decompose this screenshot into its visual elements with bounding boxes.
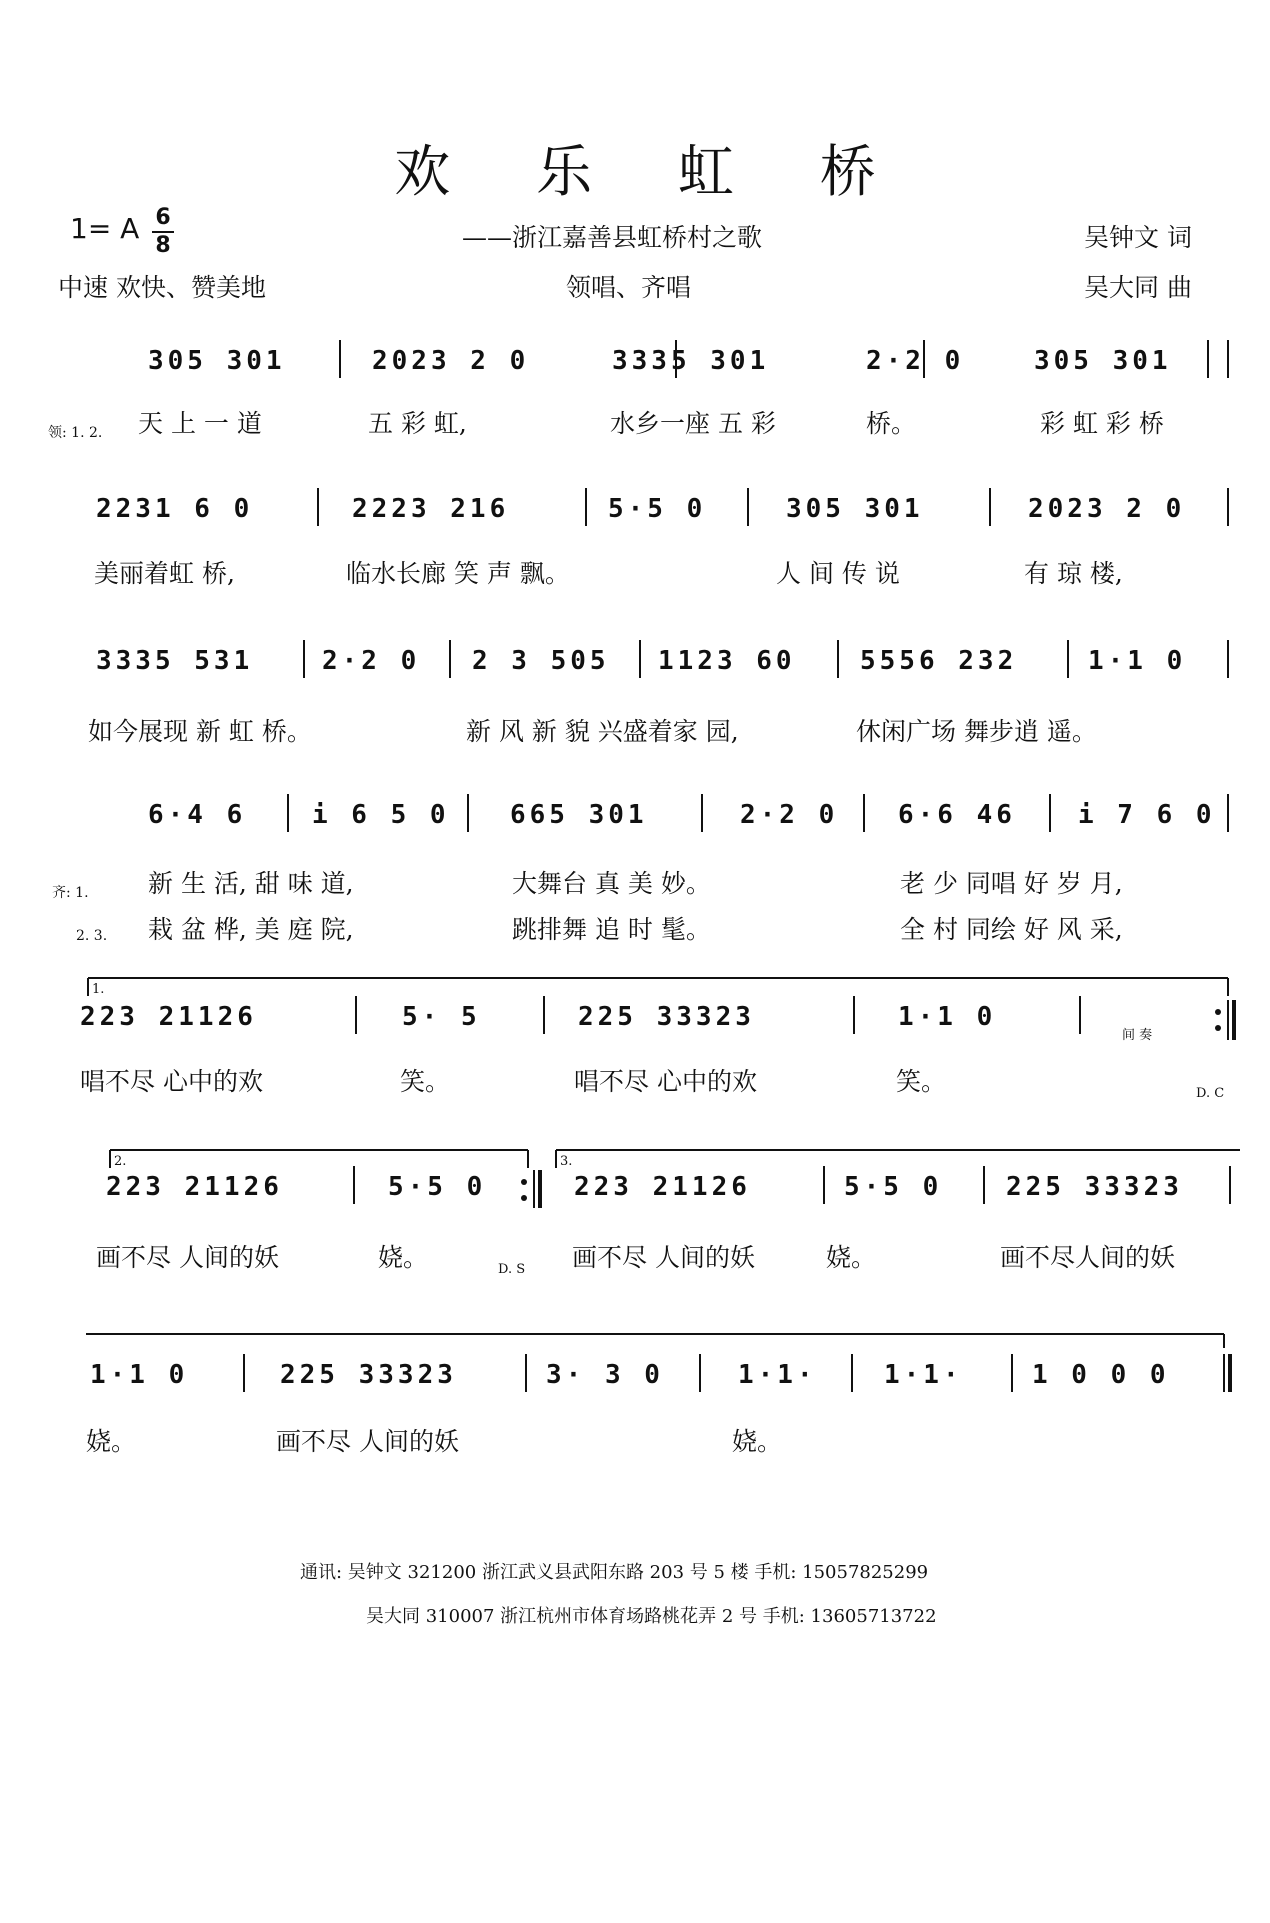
contact-line-1: 通讯: 吴钟文 321200 浙江武义县武阳东路 203 号 5 楼 手机: 15057825299 xyxy=(300,1562,929,1583)
note-group: 225 33323 xyxy=(578,1002,755,1032)
lyric-segment: 唱不尽 心中的欢 xyxy=(80,1067,263,1096)
note-group: 2023 2 0 xyxy=(1028,494,1186,524)
lyric-segment: 娆。 xyxy=(378,1243,429,1272)
note-group: 6·4 6 xyxy=(148,800,247,830)
note-group: 1·1· xyxy=(884,1360,963,1390)
note-group: 305 301 xyxy=(786,494,924,524)
note-group: 1·1 0 xyxy=(898,1002,997,1032)
note-group: 5·5 0 xyxy=(388,1172,487,1202)
lyric-segment: 天 上 一 道 xyxy=(138,409,262,438)
note-group: 1123 60 xyxy=(658,646,796,676)
lyric-segment: 老 少 同唱 好 岁 月, xyxy=(900,869,1123,898)
note-group: 223 21126 xyxy=(574,1172,751,1202)
note-group: 3· 3 0 xyxy=(546,1360,664,1390)
lyric-segment: 水乡一座 五 彩 xyxy=(610,409,776,438)
repeat-dot xyxy=(521,1195,527,1201)
lyric-segment: 娆。 xyxy=(86,1427,137,1456)
singing-style: 领唱、齐唱 xyxy=(566,273,692,302)
lyric-segment: 美丽着虹 桥, xyxy=(94,559,235,588)
lyric-segment: 画不尽 人间的妖 xyxy=(572,1243,755,1272)
key-signature: 1= A xyxy=(70,212,140,245)
note-group: 2·2 0 xyxy=(740,800,839,830)
dal-segno-mark: D. S xyxy=(498,1262,526,1277)
subtitle: ——浙江嘉善县虹桥村之歌 xyxy=(462,223,763,252)
lyric-segment-verse-2: 栽 盆 桦, 美 庭 院, xyxy=(148,915,354,944)
note-group: 2·2 0 xyxy=(322,646,421,676)
note-group: 2023 2 0 xyxy=(372,346,530,376)
note-group: 2223 216 xyxy=(352,494,510,524)
composer: 吴大同 曲 xyxy=(1084,273,1192,302)
lyric-segment-verse-2: 跳排舞 追 时 髦。 xyxy=(512,915,711,944)
volta-label: 2. xyxy=(114,1154,127,1169)
note-group: 5· 5 xyxy=(402,1002,481,1032)
note-group: i 7 6 0 xyxy=(1078,800,1216,830)
song-title: 欢 乐 虹 桥 xyxy=(394,140,910,205)
tempo-marking: 中速 欢快、赞美地 xyxy=(58,273,266,302)
note-group: 223 21126 xyxy=(80,1002,257,1032)
lyric-segment: 唱不尽 心中的欢 xyxy=(574,1067,757,1096)
lyric-segment: 画不尽 人间的妖 xyxy=(276,1427,459,1456)
note-group: 225 33323 xyxy=(280,1360,457,1390)
note-group: 2·2 0 xyxy=(866,346,965,376)
verse-label: 2. 3. xyxy=(76,928,108,944)
note-group: 305 301 xyxy=(148,346,286,376)
volta-label: 1. xyxy=(92,982,105,997)
repeat-dot xyxy=(1215,1025,1221,1031)
time-signature-top: 6 xyxy=(155,205,171,230)
volta-label: 3. xyxy=(560,1154,573,1169)
verse-label: 齐: 1. xyxy=(52,885,89,901)
lyric-segment: 画不尽 人间的妖 xyxy=(96,1243,279,1272)
note-group: 305 301 xyxy=(1034,346,1172,376)
repeat-dot xyxy=(521,1179,527,1185)
note-group: 223 21126 xyxy=(106,1172,283,1202)
lyric-segment: 有 琼 楼, xyxy=(1024,559,1123,588)
lyric-segment: 如今展现 新 虹 桥。 xyxy=(88,717,312,746)
lyric-segment: 笑。 xyxy=(896,1067,947,1096)
lyric-segment: 新 生 活, 甜 味 道, xyxy=(148,869,354,898)
note-group: 665 301 xyxy=(510,800,648,830)
lyric-segment: 画不尽人间的妖 xyxy=(1000,1243,1176,1272)
lyric-segment: 娆。 xyxy=(826,1243,877,1272)
lyric-segment: 彩 虹 彩 桥 xyxy=(1040,409,1164,438)
lyricist: 吴钟文 词 xyxy=(1084,223,1192,252)
contact-line-2: 吴大同 310007 浙江杭州市体育场路桃花弄 2 号 手机: 13605713722 xyxy=(366,1606,937,1627)
verse-label: 领: 1. 2. xyxy=(48,425,103,441)
lyric-segment: 大舞台 真 美 妙。 xyxy=(512,869,711,898)
da-capo-mark: D. C xyxy=(1196,1086,1225,1101)
lyric-segment: 人 间 传 说 xyxy=(776,559,900,588)
lyric-segment: 五 彩 虹, xyxy=(368,409,467,438)
note-group: 1·1 0 xyxy=(90,1360,189,1390)
note-group: 1 0 0 0 xyxy=(1032,1360,1170,1390)
lyric-segment: 休闲广场 舞步逍 遥。 xyxy=(856,717,1097,746)
interlude-label: 间 奏 xyxy=(1122,1028,1153,1043)
note-group: 3335 531 xyxy=(96,646,254,676)
note-group: 5·5 0 xyxy=(844,1172,943,1202)
lyric-segment: 新 风 新 貌 兴盛着家 园, xyxy=(466,717,739,746)
note-group: 6·6 46 xyxy=(898,800,1016,830)
lyric-segment: 娆。 xyxy=(732,1427,783,1456)
repeat-dot xyxy=(1215,1009,1221,1015)
note-group: 2 3 505 xyxy=(472,646,610,676)
note-group: 5556 232 xyxy=(860,646,1018,676)
note-group: 225 33323 xyxy=(1006,1172,1183,1202)
lyric-segment-verse-2: 全 村 同绘 好 风 采, xyxy=(900,915,1123,944)
note-group: i 6 5 0 xyxy=(312,800,450,830)
note-group: 5·5 0 xyxy=(608,494,707,524)
note-group: 1·1· xyxy=(738,1360,817,1390)
note-group: 2231 6 0 xyxy=(96,494,254,524)
note-group: 3335 301 xyxy=(612,346,770,376)
time-signature xyxy=(152,206,174,258)
note-group: 1·1 0 xyxy=(1088,646,1187,676)
lyric-segment: 临水长廊 笑 声 飘。 xyxy=(346,559,570,588)
lyric-segment: 笑。 xyxy=(400,1067,451,1096)
time-signature-bottom: 8 xyxy=(155,233,171,258)
lyric-segment: 桥。 xyxy=(866,409,917,438)
